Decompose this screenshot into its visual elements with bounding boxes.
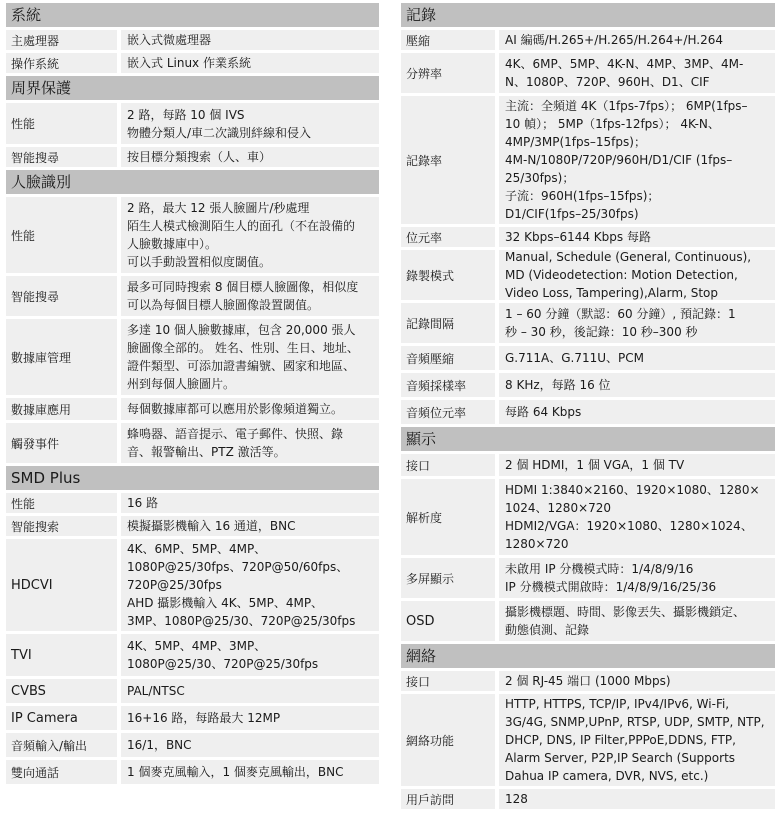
spec-label: 性能 (6, 197, 117, 273)
spec-value-line: 16 路 (127, 496, 159, 510)
spec-value (121, 493, 379, 513)
spec-value-line: 每個數據庫都可以應用於影像頻道獨立。 (127, 402, 344, 416)
spec-value-line: 1080P@25/30fps、720P@50/60fps、 (127, 560, 349, 574)
spec-label: 音頻採樣率 (401, 373, 495, 397)
spec-label: 多屏顯示 (401, 558, 495, 598)
spec-row (6, 733, 379, 757)
spec-label: 位元率 (401, 227, 495, 247)
spec-value-line: 蜂鳴器、語音提示、電子郵件、快照、錄 (127, 427, 344, 441)
spec-value (499, 373, 775, 397)
spec-value-line: 物體分類人/車二次識別絆線和侵入 (127, 125, 312, 140)
spec-row (401, 96, 775, 224)
spec-value-line: 4M-N/1080P/720P/960H/D1/CIF (1fps– (505, 153, 733, 167)
spec-value-line: 秒 – 30 秒，後記錄：10 秒–300 秒 (505, 325, 698, 339)
spec-row (6, 423, 379, 463)
spec-value-line: PAL/NTSC (127, 684, 185, 698)
spec-label: TVI (6, 634, 117, 676)
spec-table-right (401, 3, 775, 812)
spec-label: 解析度 (401, 479, 495, 555)
spec-label: 觸發事件 (6, 423, 117, 463)
spec-value-line: 音、報警輸出、PTZ 激活等。 (127, 445, 286, 459)
spec-value-line: 2 個 RJ-45 端口 (1000 Mbps) (505, 674, 671, 688)
spec-label: 操作系統 (6, 53, 117, 73)
spec-value-line: 州到每個人臉圖片。 (127, 377, 236, 391)
section-header: 顯示 (401, 427, 775, 451)
spec-row (6, 493, 379, 513)
spec-value-line: 4K、6MP、5MP、4MP、 (127, 542, 267, 556)
spec-row (6, 30, 379, 50)
spec-value-line: 子流：960H(1fps–15fps)； (505, 189, 660, 203)
spec-value (499, 671, 775, 691)
spec-value-line: 證件類型、可添加證書編號、國家和地區、 (127, 359, 356, 373)
spec-value-line: Video Loss, Tampering),Alarm, Stop (505, 286, 718, 300)
spec-value-line: AHD 攝影機輸入 4K、5MP、4MP、 (127, 596, 324, 610)
spec-row (6, 539, 379, 631)
spec-row (6, 706, 379, 730)
spec-row (6, 760, 379, 784)
spec-row (401, 454, 775, 476)
spec-value-line: N、1080P、720P、960H、D1、CIF (505, 75, 710, 89)
spec-value (121, 103, 379, 144)
spec-label: 用戶訪問 (401, 789, 495, 809)
spec-value-line: D1/CIF(1fps–25/30fps) (505, 207, 639, 221)
spec-value-line: DHCP, DNS, IP Filter,PPPoE,DDNS, FTP, (505, 733, 736, 747)
spec-label: 壓縮 (401, 30, 495, 50)
spec-value (121, 679, 379, 703)
spec-label: 性能 (6, 103, 117, 144)
spec-label: 主處理器 (6, 30, 117, 50)
spec-value (121, 760, 379, 784)
spec-value-line: 1 個麥克風輸入，1 個麥克風輸出，BNC (127, 765, 344, 779)
spec-value-line: 多達 10 個人臉數據庫，包含 20,000 張人 (127, 323, 356, 337)
section-header: SMD Plus (6, 466, 379, 490)
spec-value (499, 558, 775, 598)
spec-value-line: 陌生人模式檢測陌生人的面孔（不在設備的 (127, 219, 356, 233)
spec-value-line: 10 幀）； 5MP（1fps-12fps）； 4K-N、 (505, 117, 720, 131)
spec-value-line: 3MP、1080P@25/30、720P@25/30fps (127, 614, 356, 628)
spec-value (121, 539, 379, 631)
spec-value-line: 模擬攝影機輸入 16 通道，BNC (127, 519, 296, 533)
spec-value-line: 按目標分類搜索（人、車） (127, 150, 272, 164)
spec-label: 音頻位元率 (401, 400, 495, 424)
spec-row (401, 400, 775, 424)
spec-value-line: IP 分機模式開啟時：1/4/8/9/16/25/36 (505, 580, 717, 594)
spec-row (6, 197, 379, 273)
spec-value (499, 454, 775, 476)
spec-value (121, 706, 379, 730)
spec-value-line: 16+16 路，每路最大 12MP (127, 711, 281, 725)
spec-value-line: 最多可同時搜索 8 個目標人臉圖像，相似度 (127, 280, 359, 294)
spec-value-line: 1080P@25/30、720P@25/30fps (127, 657, 319, 671)
spec-row (6, 634, 379, 676)
spec-row (401, 373, 775, 397)
spec-row (6, 103, 379, 144)
spec-value (121, 197, 379, 273)
spec-value (121, 516, 379, 536)
spec-row (401, 303, 775, 343)
spec-value (499, 250, 775, 300)
spec-value (499, 694, 775, 786)
spec-value-line: G.711A、G.711U、PCM (505, 351, 644, 365)
spec-label: 網絡功能 (401, 694, 495, 786)
spec-value-line: HDMI 1:3840×2160、1920×1080、1280× (505, 483, 760, 497)
spec-value (121, 733, 379, 757)
spec-value-line: 嵌入式 Linux 作業系統 (127, 56, 251, 70)
spec-row (401, 694, 775, 786)
spec-value (499, 30, 775, 50)
spec-value-line: HDMI2/VGA：1920×1080、1280×1024、 (505, 519, 753, 533)
spec-value-line: 2 路，最大 12 張人臉圖片/秒處理 (127, 201, 310, 215)
spec-value (121, 30, 379, 50)
spec-value-line: HTTP, HTTPS, TCP/IP, IPv4/IPv6, Wi-Fi, (505, 697, 730, 711)
spec-label: 音頻壓縮 (401, 346, 495, 370)
spec-value-line: 3G/4G, SNMP,UPnP, RTSP, UDP, SMTP, NTP, (505, 715, 765, 729)
spec-label: IP Camera (6, 706, 117, 730)
spec-value-line: 25/30fps)； (505, 171, 575, 185)
spec-value (121, 53, 379, 73)
spec-value (499, 227, 775, 247)
spec-value (121, 634, 379, 676)
section-header: 周界保護 (6, 76, 379, 100)
section-header: 系統 (6, 3, 379, 27)
spec-value-line: AI 編碼/H.265+/H.265/H.264+/H.264 (505, 33, 723, 47)
spec-row (401, 53, 775, 93)
spec-label: HDCVI (6, 539, 117, 631)
spec-value (121, 276, 379, 316)
spec-label: 錄製模式 (401, 250, 495, 300)
spec-value-line: 128 (505, 792, 528, 806)
spec-value-line: 2 路，每路 10 個 IVS (127, 107, 245, 122)
spec-value-line: 人臉數據庫中）。 (127, 237, 218, 251)
spec-value-line: 8 KHz，每路 16 位 (505, 378, 611, 392)
spec-row (6, 276, 379, 316)
spec-row (6, 53, 379, 73)
spec-value-line: Dahua IP camera, DVR, NVS, etc.) (505, 769, 709, 783)
spec-value (499, 601, 775, 641)
spec-value-line: 4K、5MP、4MP、3MP、 (127, 639, 267, 653)
spec-value (121, 423, 379, 463)
spec-value-line: 720P@25/30fps (127, 578, 222, 592)
spec-value (499, 400, 775, 424)
spec-row (6, 679, 379, 703)
spec-row (401, 346, 775, 370)
spec-label: CVBS (6, 679, 117, 703)
spec-label: OSD (401, 601, 495, 641)
spec-value-line: 主流：全頻道 4K（1fps-7fps）； 6MP(1fps– (505, 99, 748, 113)
spec-row (401, 601, 775, 641)
spec-label: 智能搜索 (6, 516, 117, 536)
spec-row (6, 398, 379, 420)
spec-value (499, 53, 775, 93)
spec-value-line: 動態偵測、記錄 (505, 623, 590, 637)
spec-row (6, 319, 379, 395)
spec-value (499, 789, 775, 809)
spec-value-line: 臉圖像全部的。 姓名、性別、生日、地址、 (127, 341, 359, 355)
spec-value-line: 2 個 HDMI，1 個 VGA，1 個 TV (505, 458, 685, 472)
spec-value (121, 319, 379, 395)
section-header: 人臉識別 (6, 170, 379, 194)
spec-value-line: Manual, Schedule (General, Continuous), (505, 250, 752, 264)
spec-value-line: 1 – 60 分鐘（默認：60 分鐘）, 預記錄：1 (505, 307, 736, 321)
spec-label: 雙向通話 (6, 760, 117, 784)
spec-row (401, 227, 775, 247)
spec-table-left (6, 3, 379, 787)
spec-value-line: 攝影機標題、時間、影像丟失、攝影機鎖定、 (505, 605, 746, 619)
spec-value-line: 1024、1280×720 (505, 501, 612, 515)
section-header: 網絡 (401, 644, 775, 668)
spec-label: 記錄率 (401, 96, 495, 224)
spec-label: 智能搜尋 (6, 276, 117, 316)
spec-row (401, 671, 775, 691)
spec-value-line: 每路 64 Kbps (505, 405, 582, 419)
spec-label: 記錄間隔 (401, 303, 495, 343)
spec-value (121, 147, 379, 167)
spec-label: 音頻輸入/輸出 (6, 733, 117, 757)
spec-value-line: 嵌入式微處理器 (127, 33, 212, 47)
spec-value (499, 303, 775, 343)
spec-label: 分辨率 (401, 53, 495, 93)
spec-row (6, 516, 379, 536)
spec-row (401, 30, 775, 50)
spec-label: 性能 (6, 493, 117, 513)
spec-label: 數據庫應用 (6, 398, 117, 420)
spec-value-line: 1280×720 (505, 537, 569, 551)
spec-value-line: 4K、6MP、5MP、4K-N、4MP、3MP、4M- (505, 57, 744, 71)
spec-label: 智能搜尋 (6, 147, 117, 167)
spec-value-line: 32 Kbps–6144 Kbps 每路 (505, 230, 651, 244)
spec-label: 接口 (401, 671, 495, 691)
spec-value (499, 346, 775, 370)
spec-value-line: MD (Videodetection: Motion Detection, (505, 268, 738, 282)
spec-value-line: Alarm Server, P2P,IP Search (Supports (505, 751, 736, 765)
spec-label: 數據庫管理 (6, 319, 117, 395)
spec-value (121, 398, 379, 420)
spec-value (499, 96, 775, 224)
spec-row (401, 250, 775, 300)
spec-value-line: 未啟用 IP 分機模式時：1/4/8/9/16 (505, 562, 694, 576)
spec-value (499, 479, 775, 555)
spec-row (401, 789, 775, 809)
section-header: 記錄 (401, 3, 775, 27)
spec-row (6, 147, 379, 167)
spec-value-line: 可以手動設置相似度閾值。 (127, 255, 272, 269)
spec-value-line: 16/1，BNC (127, 738, 192, 752)
spec-row (401, 558, 775, 598)
spec-value-line: 4MP/3MP(1fps–15fps)； (505, 135, 646, 149)
spec-value-line: 可以為每個目標人臉圖像設置閾值。 (127, 298, 320, 312)
spec-row (401, 479, 775, 555)
spec-label: 接口 (401, 454, 495, 476)
